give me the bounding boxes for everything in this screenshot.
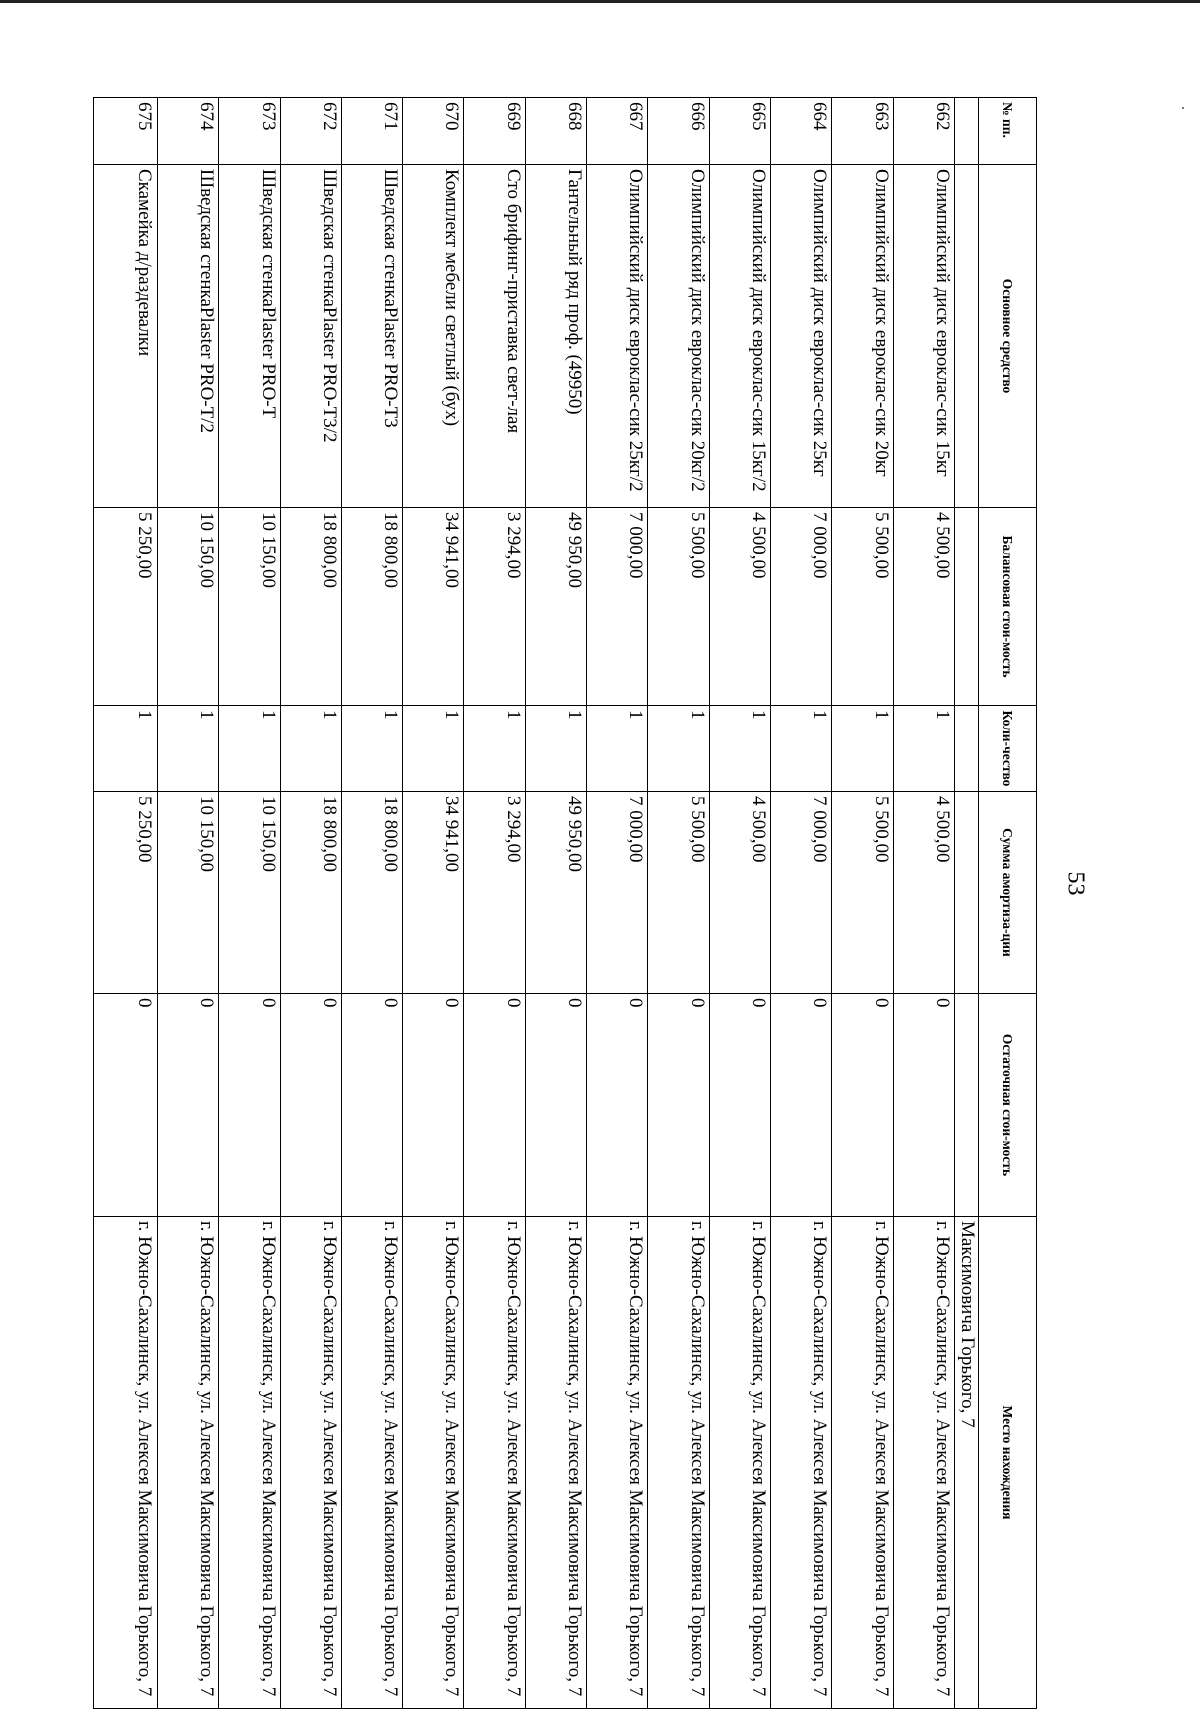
cell-no: 662 — [893, 98, 954, 165]
cell-no: 667 — [587, 98, 648, 165]
cell-balance: 5 250,00 — [94, 508, 158, 706]
cell-asset — [955, 165, 979, 508]
cell-amortization: 5 500,00 — [832, 792, 893, 994]
table-row — [525, 98, 586, 1709]
cell-amortization: 4 500,00 — [709, 792, 770, 994]
cell-no: 672 — [280, 98, 341, 165]
cell-no: 669 — [464, 98, 525, 165]
cell-location: г. Южно-Сахалинск, ул. Алексея Максимовича Горького, 7 — [832, 1217, 893, 1709]
table-row — [832, 98, 893, 1709]
cell-balance: 3 294,00 — [464, 508, 525, 706]
cell-amortization: 10 150,00 — [157, 792, 218, 994]
top-edge-rule — [0, 0, 1200, 3]
cell-residual: 0 — [525, 994, 586, 1217]
cell-asset: Шведская стенкаPlaster PRO-Т — [219, 165, 280, 508]
cell-location: г. Южно-Сахалинск, ул. Алексея Максимовича Горького, 7 — [157, 1217, 218, 1709]
cell-no: 665 — [709, 98, 770, 165]
cell-quantity: 1 — [525, 706, 586, 792]
cell-amortization: 7 000,00 — [771, 792, 832, 994]
cell-location: г. Южно-Сахалинск, ул. Алексея Максимовича Горького, 7 — [464, 1217, 525, 1709]
cell-amortization: 49 950,00 — [525, 792, 586, 994]
cell-residual: 0 — [219, 994, 280, 1217]
rotated-table-container — [93, 97, 1037, 1697]
cell-no: 668 — [525, 98, 586, 165]
table-row — [648, 98, 709, 1709]
cell-balance: 18 800,00 — [341, 508, 402, 706]
cell-amortization: 5 500,00 — [648, 792, 709, 994]
cell-location: г. Южно-Сахалинск, ул. Алексея Максимовича Горького, 7 — [771, 1217, 832, 1709]
header-location: Место нахождения — [979, 1217, 1037, 1709]
cell-residual: 0 — [464, 994, 525, 1217]
header-balance: Балансовая стои-мость — [979, 508, 1037, 706]
cell-quantity: 1 — [219, 706, 280, 792]
table-row — [341, 98, 402, 1709]
table-row — [219, 98, 280, 1709]
cell-balance — [955, 508, 979, 706]
cell-no: 664 — [771, 98, 832, 165]
table-row — [709, 98, 770, 1709]
cell-quantity: 1 — [709, 706, 770, 792]
cell-residual — [955, 994, 979, 1217]
cell-quantity: 1 — [280, 706, 341, 792]
cell-location: г. Южно-Сахалинск, ул. Алексея Максимовича Горького, 7 — [403, 1217, 464, 1709]
cell-residual: 0 — [403, 994, 464, 1217]
cell-location: Максимовича Горького, 7 — [955, 1217, 979, 1709]
header-residual: Остаточная стои-мость — [979, 994, 1037, 1217]
cell-amortization: 18 800,00 — [280, 792, 341, 994]
cell-balance: 10 150,00 — [219, 508, 280, 706]
cell-balance: 4 500,00 — [709, 508, 770, 706]
cell-location: г. Южно-Сахалинск, ул. Алексея Максимовича Горького, 7 — [219, 1217, 280, 1709]
cell-asset: Скамейка д/раздевалки — [94, 165, 158, 508]
cell-asset: Олимпийский диск евроклас-сик 15кг — [893, 165, 954, 508]
cell-location: г. Южно-Сахалинск, ул. Алексея Максимовича Горького, 7 — [341, 1217, 402, 1709]
cell-no — [955, 98, 979, 165]
cell-quantity: 1 — [893, 706, 954, 792]
table-row — [280, 98, 341, 1709]
table-row — [893, 98, 954, 1709]
table-row — [464, 98, 525, 1709]
assets-table — [93, 97, 1037, 1709]
cell-quantity: 1 — [403, 706, 464, 792]
cell-amortization — [955, 792, 979, 994]
table-header-row — [979, 98, 1037, 1709]
cell-asset: Олимпийский диск евроклас-сик 25кг/2 — [587, 165, 648, 508]
cell-location: г. Южно-Сахалинск, ул. Алексея Максимовича Горького, 7 — [94, 1217, 158, 1709]
cell-residual: 0 — [157, 994, 218, 1217]
table-row — [403, 98, 464, 1709]
cell-location: г. Южно-Сахалинск, ул. Алексея Максимовича Горького, 7 — [280, 1217, 341, 1709]
cell-quantity: 1 — [587, 706, 648, 792]
cell-balance: 7 000,00 — [587, 508, 648, 706]
cell-residual: 0 — [832, 994, 893, 1217]
cell-quantity: 1 — [464, 706, 525, 792]
header-asset: Основное средство — [979, 165, 1037, 508]
cell-asset: Олимпийский диск евроклас-сик 25кг — [771, 165, 832, 508]
cell-balance: 5 500,00 — [648, 508, 709, 706]
cell-amortization: 3 294,00 — [464, 792, 525, 994]
cell-residual: 0 — [587, 994, 648, 1217]
cell-no: 670 — [403, 98, 464, 165]
cell-balance: 4 500,00 — [893, 508, 954, 706]
cell-no: 671 — [341, 98, 402, 165]
cell-balance: 10 150,00 — [157, 508, 218, 706]
cell-residual: 0 — [94, 994, 158, 1217]
cell-asset: Гантельный ряд проф. (49950) — [525, 165, 586, 508]
cell-asset: Сто брифинг-приставка свет-лая — [464, 165, 525, 508]
cell-residual: 0 — [648, 994, 709, 1217]
cell-balance: 18 800,00 — [280, 508, 341, 706]
cell-asset: Олимпийский диск евроклас-сик 20кг — [832, 165, 893, 508]
cell-quantity: 1 — [832, 706, 893, 792]
cell-location: г. Южно-Сахалинск, ул. Алексея Максимовича Горького, 7 — [648, 1217, 709, 1709]
page-number: 53 — [1062, 871, 1089, 896]
cell-asset: Комплект мебели светлый (бух) — [403, 165, 464, 508]
cell-no: 663 — [832, 98, 893, 165]
cell-amortization: 34 941,00 — [403, 792, 464, 994]
cell-amortization: 18 800,00 — [341, 792, 402, 994]
cell-quantity: 1 — [771, 706, 832, 792]
cell-quantity — [955, 706, 979, 792]
table-row — [587, 98, 648, 1709]
cell-residual: 0 — [280, 994, 341, 1217]
cell-balance: 7 000,00 — [771, 508, 832, 706]
header-no: № пп. — [979, 98, 1037, 165]
cell-residual: 0 — [771, 994, 832, 1217]
cell-balance: 34 941,00 — [403, 508, 464, 706]
table-row — [94, 98, 158, 1709]
table-row — [157, 98, 218, 1709]
cell-asset: Олимпийский диск евроклас-сик 20кг/2 — [648, 165, 709, 508]
cell-location: г. Южно-Сахалинск, ул. Алексея Максимовича Горького, 7 — [587, 1217, 648, 1709]
cell-quantity: 1 — [94, 706, 158, 792]
cell-asset: Шведская стенкаPlaster PRO-Т3 — [341, 165, 402, 508]
cell-asset: Шведская стенкаPlaster PRO-Т3/2 — [280, 165, 341, 508]
cell-balance: 5 500,00 — [832, 508, 893, 706]
cell-amortization: 10 150,00 — [219, 792, 280, 994]
cell-no: 675 — [94, 98, 158, 165]
cell-location: г. Южно-Сахалинск, ул. Алексея Максимовича Горького, 7 — [525, 1217, 586, 1709]
cell-location: г. Южно-Сахалинск, ул. Алексея Максимовича Горького, 7 — [709, 1217, 770, 1709]
cell-residual: 0 — [893, 994, 954, 1217]
header-amortization: Сумма амортиза-ции — [979, 792, 1037, 994]
cell-no: 666 — [648, 98, 709, 165]
cell-residual: 0 — [709, 994, 770, 1217]
table-row — [771, 98, 832, 1709]
cell-asset: Олимпийский диск евроклас-сик 15кг/2 — [709, 165, 770, 508]
table-body — [94, 98, 979, 1709]
cell-location: г. Южно-Сахалинск, ул. Алексея Максимовича Горького, 7 — [893, 1217, 954, 1709]
cell-quantity: 1 — [648, 706, 709, 792]
cell-amortization: 4 500,00 — [893, 792, 954, 994]
cell-amortization: 7 000,00 — [587, 792, 648, 994]
cell-no: 674 — [157, 98, 218, 165]
cell-quantity: 1 — [341, 706, 402, 792]
cell-balance: 49 950,00 — [525, 508, 586, 706]
cell-residual: 0 — [341, 994, 402, 1217]
header-quantity: Коли-чество — [979, 706, 1037, 792]
cell-asset: Шведская стенкаPlaster PRO-Т/2 — [157, 165, 218, 508]
cell-amortization: 5 250,00 — [94, 792, 158, 994]
continued-row — [955, 98, 979, 1709]
cell-quantity: 1 — [157, 706, 218, 792]
scan-speck — [1182, 107, 1184, 109]
cell-no: 673 — [219, 98, 280, 165]
